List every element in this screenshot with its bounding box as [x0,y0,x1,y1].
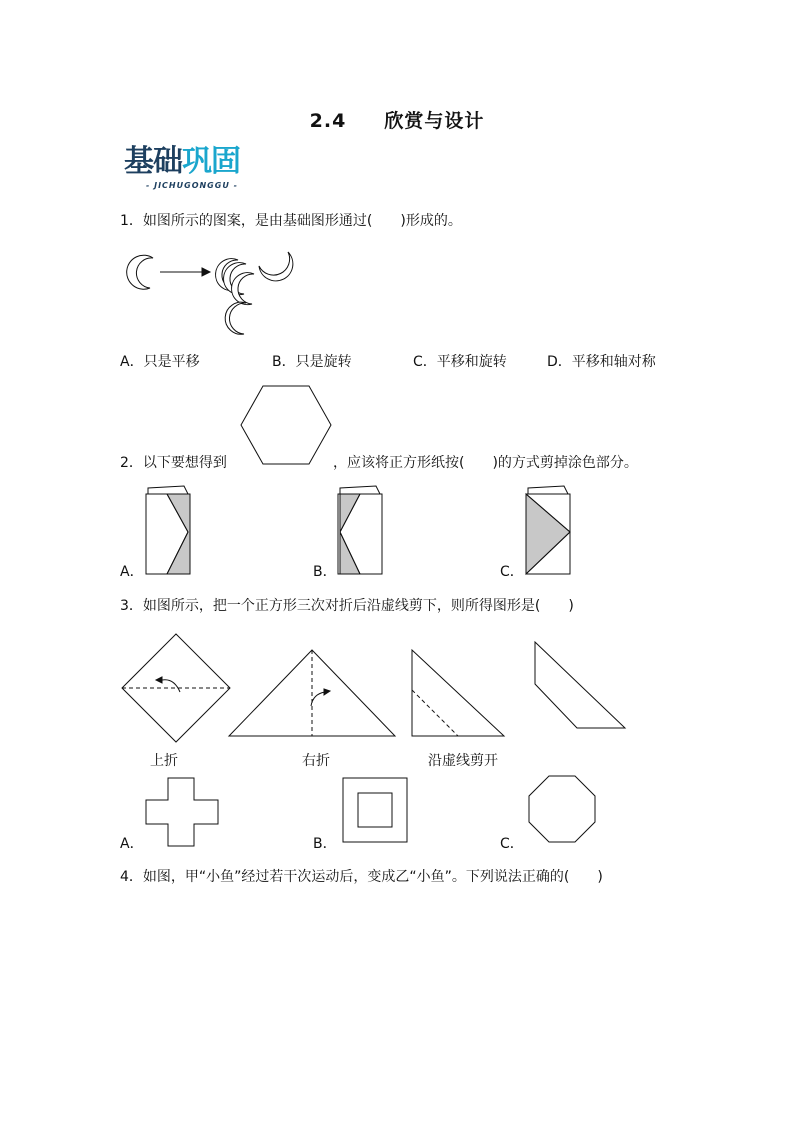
q3-option-c-figure [527,774,599,846]
badge-subtitle: - JICHUGONGGU - [146,181,238,190]
q2-option-b-figure [336,486,386,576]
q1-option-d: D．平移和轴对称 [547,354,656,370]
section-title: 欣赏与设计 [384,110,485,132]
q2-option-c: C． [500,564,524,580]
q3-step2-figure [227,648,397,738]
q3-step-label-2: 右折 [302,753,330,769]
q1-base-crescent [127,255,153,289]
badge-title [124,145,240,179]
q2-stem-before: 2．以下要想得到 [120,455,227,471]
q3-step-label-3: 沿虚线剪开 [428,753,498,769]
q3-option-c: C． [500,836,524,852]
badge-title-part1: 基础 [124,144,182,179]
q1-crescent-5 [259,252,293,281]
q3-step3-figure [408,648,508,740]
badge-title-part2: 巩固 [182,144,240,179]
q3-option-a-figure [144,776,224,850]
q3-stem: 3．如图所示，把一个正方形三次对折后沿虚线剪下，则所得图形是( ) [120,598,574,614]
q1-option-c: C．平移和旋转 [413,354,507,370]
q1-crescent-3 [232,273,254,305]
q2-option-a-figure [144,486,194,576]
q1-option-b: B．只是旋转 [272,354,352,370]
q3-step4-figure [531,640,631,732]
section-badge [124,145,264,193]
q1-option-a: A．只是平移 [120,354,200,370]
q4-stem: 4．如图，甲“小鱼”经过若干次运动后，变成乙“小鱼”。下列说法正确的( ) [120,869,603,885]
q2-stem-after: ，应该将正方形纸按( )的方式剪掉涂色部分。 [333,455,638,471]
q3-step-label-1: 上折 [150,753,178,769]
q2-hexagon [240,385,332,465]
q2-option-b: B． [313,564,337,580]
q1-crescent-4 [225,302,246,334]
q3-step1-figure [120,632,234,744]
q3-option-b-figure [341,776,411,846]
q1-figure [118,248,308,340]
q3-option-b: B． [313,836,337,852]
q3-option-a: A． [120,836,144,852]
q2-option-c-figure [524,486,574,576]
q1-stem: 1．如图所示的图案，是由基础图形通过( )形成的。 [120,213,462,229]
section-number: 2.4 [309,110,347,132]
q2-option-a: A． [120,564,144,580]
page-title [0,106,794,133]
